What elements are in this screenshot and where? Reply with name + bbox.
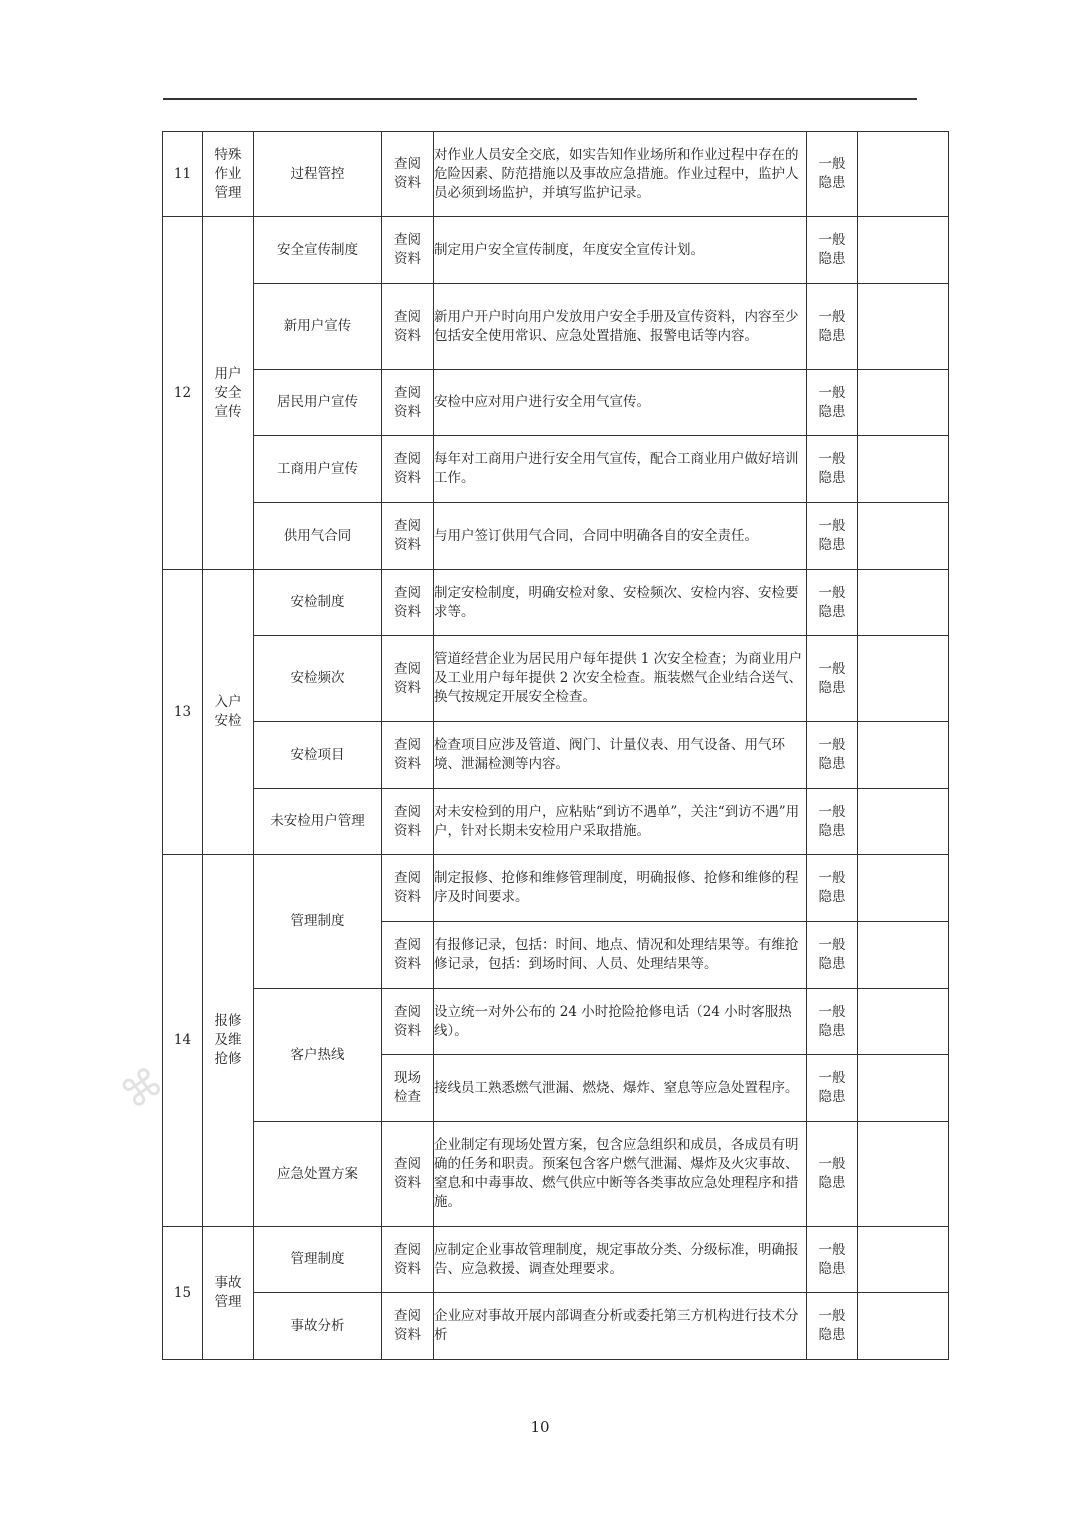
- blank-cell: [858, 503, 949, 570]
- requirement-cell: 管道经营企业为居民用户每年提供 1 次安全检查；为商业用户及工业用户每年提供 2 次安全检查。瓶装燃气企业结合送气、换气按规定开展安全检查。: [434, 636, 807, 722]
- table-row: [163, 132, 949, 217]
- table-row: [163, 370, 949, 436]
- item-cell: 安全宣传制度: [254, 217, 382, 284]
- requirement-cell: 对未安检到的用户，应粘贴“到访不遇单”，关注“到访不遇”用户，针对长期未安检用户采取措施。: [434, 789, 807, 855]
- row-index: 12: [163, 217, 203, 570]
- method-text: 查阅 资料: [394, 232, 421, 267]
- item-cell: 管理制度: [254, 1227, 382, 1293]
- method-text: 查阅 资料: [394, 1308, 421, 1343]
- category-cell: [203, 570, 254, 855]
- item-cell: 安检制度: [254, 570, 382, 636]
- method-cell: [382, 855, 434, 922]
- table-row: [163, 436, 949, 503]
- method-text: 查阅 资料: [394, 384, 421, 420]
- item-cell: 客户热线: [254, 989, 382, 1122]
- requirement-cell: 企业应对事故开展内部调查分析或委托第三方机构进行技术分析: [434, 1293, 807, 1360]
- level-cell: [807, 503, 858, 570]
- level-text: 一般 隐患: [818, 232, 846, 267]
- level-cell: [807, 1227, 858, 1293]
- requirement-cell: 检查项目应涉及管道、阀门、计量仪表、用气设备、用气环境、泄漏检测等内容。: [434, 722, 807, 789]
- method-cell: [382, 636, 434, 722]
- requirement-cell: 对作业人员安全交底，如实告知作业场所和作业过程中存在的危险因素、防范措施以及事故应急措施。作业过程中，监护人员必须到场监护，并填写监护记录。: [434, 132, 807, 217]
- requirement-cell: 制定安检制度，明确安检对象、安检频次、安检内容、安检要求等。: [434, 570, 807, 636]
- item-cell: 新用户宣传: [254, 284, 382, 370]
- method-text: 查阅 资料: [394, 803, 421, 839]
- level-cell: [807, 855, 858, 922]
- category-text: 用户 安全 宣传: [214, 365, 242, 420]
- row-index: 14: [163, 855, 203, 1227]
- level-text: 一般 隐患: [818, 1308, 846, 1343]
- method-text: 查阅 资料: [394, 308, 421, 344]
- level-cell: [807, 436, 858, 503]
- method-text: 查阅 资料: [394, 1156, 421, 1191]
- method-cell: [382, 989, 434, 1055]
- blank-cell: [858, 570, 949, 636]
- table-row: [163, 503, 949, 570]
- level-text: 一般 隐患: [818, 737, 846, 772]
- blank-cell: [858, 370, 949, 436]
- level-text: 一般 隐患: [818, 1156, 846, 1191]
- level-text: 一般 隐患: [818, 156, 846, 191]
- requirement-cell: 与用户签订供用气合同，合同中明确各自的安全责任。: [434, 503, 807, 570]
- inspection-table: [162, 131, 949, 1360]
- page-number: 10: [530, 1418, 550, 1436]
- method-text: 查阅 资料: [394, 660, 421, 696]
- table-row: [163, 855, 949, 922]
- requirement-cell: 应制定企业事故管理制度，规定事故分类、分级标准，明确报告、应急救援、调查处理要求。: [434, 1227, 807, 1293]
- requirement-cell: 制定报修、抢修和维修管理制度，明确报修、抢修和维修的程序及时间要求。: [434, 855, 807, 922]
- requirement-cell: 每年对工商用户进行安全用气宣传，配合工商业用户做好培训工作。: [434, 436, 807, 503]
- method-cell: [382, 503, 434, 570]
- level-text: 一般 隐患: [818, 1003, 846, 1039]
- item-cell: 应急处置方案: [254, 1122, 382, 1227]
- method-cell: [382, 1293, 434, 1360]
- method-cell: [382, 284, 434, 370]
- method-text: 查阅 资料: [394, 937, 421, 972]
- method-text: 查阅 资料: [394, 451, 421, 486]
- blank-cell: [858, 989, 949, 1055]
- header-rule: [163, 98, 917, 100]
- item-cell: 供用气合同: [254, 503, 382, 570]
- level-cell: [807, 217, 858, 284]
- method-cell: [382, 1227, 434, 1293]
- method-text: 查阅 资料: [394, 737, 421, 772]
- row-index: 11: [163, 132, 203, 217]
- method-cell: [382, 922, 434, 989]
- blank-cell: [858, 922, 949, 989]
- table-row: [163, 722, 949, 789]
- level-text: 一般 隐患: [818, 870, 846, 905]
- requirement-cell: 有报修记录，包括：时间、地点、情况和处理结果等。有维抢修记录，包括：到场时间、人员、处理结果等。: [434, 922, 807, 989]
- method-cell: [382, 722, 434, 789]
- level-cell: [807, 789, 858, 855]
- level-cell: [807, 636, 858, 722]
- level-text: 一般 隐患: [818, 308, 846, 344]
- blank-cell: [858, 1293, 949, 1360]
- blank-cell: [858, 436, 949, 503]
- method-cell: [382, 570, 434, 636]
- method-text: 查阅 资料: [394, 584, 421, 620]
- level-cell: [807, 570, 858, 636]
- category-cell: [203, 855, 254, 1227]
- item-cell: 安检频次: [254, 636, 382, 722]
- level-cell: [807, 922, 858, 989]
- item-cell: 居民用户宣传: [254, 370, 382, 436]
- level-cell: [807, 1055, 858, 1122]
- method-text: 查阅 资料: [394, 1241, 421, 1277]
- blank-cell: [858, 1122, 949, 1227]
- level-text: 一般 隐患: [818, 584, 846, 620]
- level-text: 一般 隐患: [818, 451, 846, 486]
- method-text: 现场 检查: [394, 1070, 421, 1105]
- method-cell: [382, 1122, 434, 1227]
- category-text: 特殊 作业 管理: [214, 146, 242, 201]
- table-body: [163, 132, 949, 1360]
- level-text: 一般 隐患: [818, 1070, 846, 1105]
- level-cell: [807, 1293, 858, 1360]
- table-row: [163, 636, 949, 722]
- requirement-cell: 新用户开户时向用户发放用户安全手册及宣传资料，内容至少包括安全使用常识、应急处置措施、报警电话等内容。: [434, 284, 807, 370]
- blank-cell: [858, 217, 949, 284]
- level-text: 一般 隐患: [818, 518, 846, 553]
- level-cell: [807, 1122, 858, 1227]
- item-cell: 未安检用户管理: [254, 789, 382, 855]
- blank-cell: [858, 1055, 949, 1122]
- level-cell: [807, 370, 858, 436]
- blank-cell: [858, 722, 949, 789]
- blank-cell: [858, 636, 949, 722]
- method-cell: [382, 370, 434, 436]
- category-text: 入户 安检: [214, 694, 242, 729]
- method-text: 查阅 资料: [394, 518, 421, 553]
- requirement-cell: 接线员工熟悉燃气泄漏、燃烧、爆炸、窒息等应急处置程序。: [434, 1055, 807, 1122]
- blank-cell: [858, 1227, 949, 1293]
- method-text: 查阅 资料: [394, 870, 421, 905]
- blank-cell: [858, 284, 949, 370]
- category-cell: [203, 1227, 254, 1360]
- blank-cell: [858, 789, 949, 855]
- item-cell: 工商用户宣传: [254, 436, 382, 503]
- method-cell: [382, 789, 434, 855]
- table-row: [163, 217, 949, 284]
- item-cell: 安检项目: [254, 722, 382, 789]
- table-row: [163, 1122, 949, 1227]
- level-cell: [807, 284, 858, 370]
- requirement-cell: 设立统一对外公布的 24 小时抢险抢修电话（24 小时客服热线）。: [434, 989, 807, 1055]
- method-cell: [382, 436, 434, 503]
- requirement-cell: 安检中应对用户进行安全用气宣传。: [434, 370, 807, 436]
- method-text: 查阅 资料: [394, 156, 421, 191]
- row-index: 15: [163, 1227, 203, 1360]
- level-cell: [807, 989, 858, 1055]
- level-text: 一般 隐患: [818, 660, 846, 696]
- table-row: [163, 989, 949, 1055]
- method-cell: [382, 1055, 434, 1122]
- category-cell: [203, 132, 254, 217]
- level-cell: [807, 132, 858, 217]
- method-text: 查阅 资料: [394, 1003, 421, 1039]
- category-text: 事故 管理: [214, 1275, 242, 1310]
- requirement-cell: 企业制定有现场处置方案，包含应急组织和成员，各成员有明确的任务和职责。预案包含客户燃气泄漏、爆炸及火灾事故、窒息和中毒事故、燃气供应中断等各类事故应急处理程序和措施。: [434, 1122, 807, 1227]
- table-row: [163, 1293, 949, 1360]
- blank-cell: [858, 855, 949, 922]
- table-row: [163, 789, 949, 855]
- method-cell: [382, 132, 434, 217]
- item-cell: 管理制度: [254, 855, 382, 989]
- table-row: [163, 284, 949, 370]
- level-text: 一般 隐患: [818, 384, 846, 420]
- level-cell: [807, 722, 858, 789]
- blank-cell: [858, 132, 949, 217]
- level-text: 一般 隐患: [818, 1241, 846, 1277]
- level-text: 一般 隐患: [818, 803, 846, 839]
- method-cell: [382, 217, 434, 284]
- watermark-mark: ⌘: [112, 1058, 173, 1120]
- row-index: 13: [163, 570, 203, 855]
- level-text: 一般 隐患: [818, 937, 846, 972]
- table-row: [163, 570, 949, 636]
- requirement-cell: 制定用户安全宣传制度，年度安全宣传计划。: [434, 217, 807, 284]
- category-text: 报修 及维 抢修: [214, 1013, 242, 1067]
- item-cell: 事故分析: [254, 1293, 382, 1360]
- table-row: [163, 1227, 949, 1293]
- item-cell: 过程管控: [254, 132, 382, 217]
- category-cell: [203, 217, 254, 570]
